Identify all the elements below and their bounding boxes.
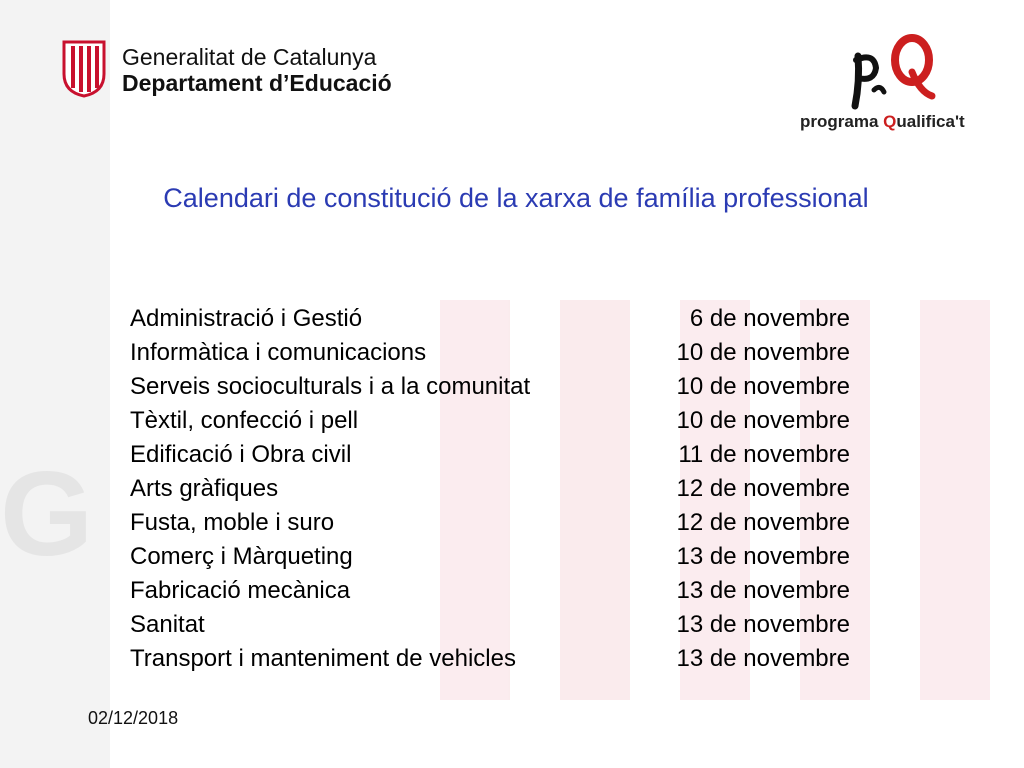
program-caption-pre: programa [800, 112, 884, 131]
schedule-row [130, 608, 850, 642]
constitution-date: 6 de novembre [689, 305, 850, 332]
schedule-row [130, 404, 850, 438]
family-name: Edificació i Obra civil [130, 441, 352, 468]
constitution-date: 13 de novembre [676, 577, 850, 604]
slide-date: 02/12/2018 [88, 708, 179, 728]
constitution-date: 12 de novembre [676, 475, 850, 502]
schedule-row [130, 574, 850, 608]
family-name: Tèxtil, confecció i pell [130, 407, 359, 434]
family-name: Administració i Gestió [130, 305, 363, 332]
svg-text:G: G [0, 447, 94, 581]
constitution-date: 13 de novembre [676, 645, 850, 672]
program-caption-post: ualifica't [896, 112, 965, 131]
family-name: Fabricació mecànica [130, 577, 351, 604]
constitution-date: 11 de novembre [678, 441, 850, 468]
schedule-row [130, 370, 850, 404]
schedule-row [130, 540, 850, 574]
schedule-row [130, 302, 850, 336]
schedule-row [130, 336, 850, 370]
generalitat-name [122, 44, 392, 97]
schedule-table [130, 302, 850, 676]
schedule-row [130, 642, 850, 676]
constitution-date: 13 de novembre [676, 543, 850, 570]
schedule-row [130, 506, 850, 540]
family-name: Transport i manteniment de vehicles [130, 645, 516, 672]
family-name: Comerç i Màrqueting [130, 543, 353, 570]
program-caption [800, 112, 965, 132]
program-caption-q: Q [883, 112, 897, 131]
constitution-date: 10 de novembre [676, 339, 850, 366]
page-title: Calendari de constitució de la xarxa de família professional [163, 183, 869, 213]
family-name: Fusta, moble i suro [130, 509, 335, 536]
generalitat-logo-icon [62, 40, 106, 98]
generalitat-title: Generalitat de Catalunya [122, 44, 377, 70]
constitution-date: 10 de novembre [676, 407, 850, 434]
schedule-row [130, 438, 850, 472]
family-name: Serveis socioculturals i a la comunitat [130, 373, 531, 400]
schedule-row [130, 472, 850, 506]
family-name: Informàtica i comunicacions [130, 339, 427, 366]
department-title: Departament d’Educació [122, 70, 392, 97]
family-name: Arts gràfiques [130, 475, 279, 502]
constitution-date: 12 de novembre [676, 509, 850, 536]
constitution-date: 10 de novembre [676, 373, 850, 400]
family-name: Sanitat [130, 611, 205, 638]
constitution-date: 13 de novembre [676, 611, 850, 638]
